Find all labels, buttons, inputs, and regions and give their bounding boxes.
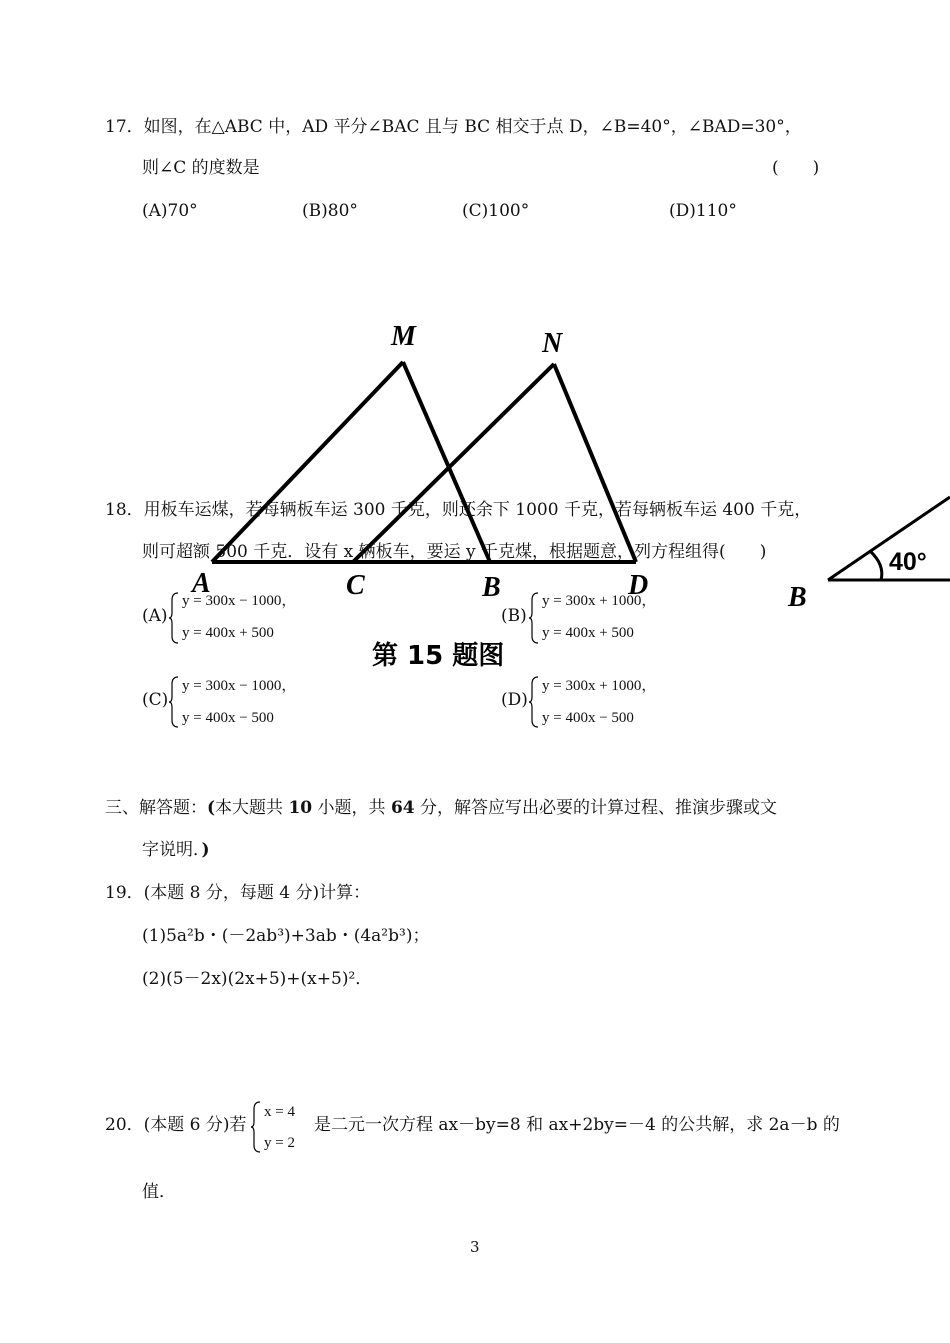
section3-heading — [105, 798, 777, 818]
q17-line2: 则∠C 的度数是 — [142, 158, 260, 178]
section3-text3: 分，解答应写出必要的计算过程、推演步骤或文 — [414, 798, 778, 818]
section3-count: 10 — [288, 798, 313, 818]
q18-option-d-eq1: y = 300x + 1000， — [542, 678, 657, 694]
figure-caption: 第 15 题图 — [372, 641, 505, 671]
q18-option-c-label: (C) — [142, 690, 169, 710]
section3-paren-close: ) — [201, 840, 210, 860]
q17-option-b: (B)80° — [302, 201, 358, 221]
section3-text2: 小题，共 — [312, 798, 391, 818]
q18-line1: 18．用板车运煤，若每辆板车运 300 千克，则还余下 1000 千克，若每辆板车运 400 千克， — [105, 500, 812, 520]
q20-suffix: 是二元一次方程 ax－by=8 和 ax+2by=－4 的公共解，求 2a－b 的 — [314, 1115, 840, 1135]
q20-eq1: x = 4 — [264, 1104, 295, 1120]
section3-prefix: 三、解答题： — [105, 798, 207, 818]
section3-score: 64 — [390, 798, 415, 818]
page-number: 3 — [470, 1238, 480, 1256]
q18-option-c-brace — [168, 676, 180, 728]
label-A: A — [192, 568, 211, 599]
label-B: B — [482, 572, 501, 603]
section3-text1: 本大题共 — [215, 798, 289, 818]
q18-option-a-brace — [168, 592, 180, 644]
q18-option-d-label: (D) — [501, 690, 528, 710]
segment-MB — [403, 362, 490, 562]
q19-intro: 19．(本题 8 分，每题 4 分)计算： — [105, 883, 371, 903]
q18-option-b-eq1: y = 300x + 1000， — [542, 593, 657, 609]
section3-paren-open: ( — [207, 798, 216, 818]
q17-answer-bracket: ( ) — [772, 158, 820, 178]
q20-eq2: y = 2 — [264, 1135, 295, 1151]
q17-option-c: (C)100° — [462, 201, 530, 221]
q18-option-a-eq1: y = 300x − 1000， — [182, 593, 297, 609]
q18-option-d-eq2: y = 400x − 500 — [542, 710, 634, 726]
q17-line1: 17．如图，在△ABC 中，AD 平分∠BAC 且与 BC 相交于点 D，∠B=40°，∠BAD=30°， — [105, 117, 802, 137]
label-M: M — [391, 321, 416, 352]
segment-AM — [212, 362, 403, 562]
segment-ND — [554, 364, 636, 562]
q18-option-b-eq2: y = 400x + 500 — [542, 625, 634, 641]
q20-prefix: 20．(本题 6 分)若 — [105, 1115, 247, 1135]
section3-heading-line2 — [142, 840, 210, 860]
q18-option-a-label: (A) — [142, 606, 168, 626]
q18-line2: 则可超额 500 千克．设有 x 辆板车，要运 y 千克煤，根据题意，列方程组得( ) — [142, 542, 767, 562]
q18-option-c-eq1: y = 300x − 1000， — [182, 678, 297, 694]
q18-option-c-eq2: y = 400x − 500 — [182, 710, 274, 726]
label-C: C — [346, 570, 365, 601]
q19-part1: (1)5a²b・(－2ab³)+3ab・(4a²b³)； — [142, 926, 430, 946]
section3-line2: 字说明． — [142, 840, 202, 860]
corner-angle-value: 40° — [889, 548, 927, 576]
q17-option-a: (A)70° — [142, 201, 198, 221]
q18-option-b-brace — [528, 592, 540, 644]
corner-angle-arc — [870, 551, 882, 580]
segment-CN — [353, 364, 554, 562]
q17-option-d: (D)110° — [669, 201, 737, 221]
q20-brace — [250, 1101, 262, 1153]
corner-label-B: B — [788, 582, 807, 613]
label-N: N — [542, 328, 563, 359]
label-D: D — [628, 570, 649, 601]
q18-option-b-label: (B) — [501, 606, 527, 626]
q20-line2: 值． — [142, 1182, 176, 1202]
q18-option-a-eq2: y = 400x + 500 — [182, 625, 274, 641]
q19-part2: (2)(5－2x)(2x+5)+(x+5)²． — [142, 969, 373, 989]
q18-option-d-brace — [528, 676, 540, 728]
